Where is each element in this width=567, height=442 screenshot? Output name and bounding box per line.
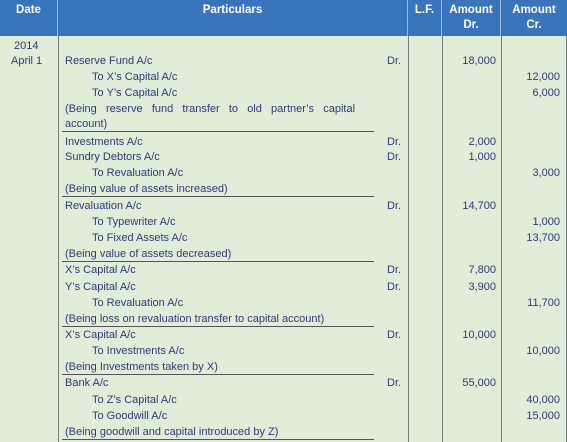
entry5-narration: (Being Investments taken by X) bbox=[65, 361, 218, 373]
entry2-debit-account-1: Investments A/c bbox=[65, 136, 143, 148]
entry1-debit-account: Reserve Fund A/c bbox=[65, 55, 153, 67]
entry3-debit-account: Revaluation A/c bbox=[65, 200, 142, 212]
entry4-dr-marker-1: Dr. bbox=[387, 264, 402, 276]
entry4-debit-account-2: Y’s Capital A/c bbox=[65, 281, 136, 293]
entry1-narration-line2: account) bbox=[65, 118, 108, 130]
column-divider bbox=[58, 36, 59, 442]
header-particulars bbox=[58, 0, 408, 36]
entry4-dr-marker-2: Dr. bbox=[387, 281, 402, 293]
entry2-debit-account-2: Sundry Debtors A/c bbox=[65, 151, 160, 163]
entry2-dr-marker-1: Dr. bbox=[387, 136, 402, 148]
entry2-dr-marker-2: Dr. bbox=[387, 151, 402, 163]
entry-separator bbox=[62, 196, 374, 197]
entry1-credit-account-1: To X’s Capital A/c bbox=[92, 71, 178, 83]
entry1-debit-amount: 18,000 bbox=[462, 55, 496, 67]
entry5-debit-amount: 10,000 bbox=[462, 329, 496, 341]
entry6-credit-amount-2: 15,000 bbox=[526, 410, 560, 422]
entry4-narration: (Being loss on revaluation transfer to capital account) bbox=[65, 313, 325, 325]
entry5-credit-amount: 10,000 bbox=[526, 345, 560, 357]
entry1-credit-account-2: To Y’s Capital A/c bbox=[92, 87, 178, 99]
entry3-credit-account-1: To Typewriter A/c bbox=[92, 216, 176, 228]
entry4-debit-amount-1: 7,800 bbox=[468, 264, 496, 276]
table-header bbox=[0, 0, 567, 36]
entry2-debit-amount-2: 1,000 bbox=[468, 151, 496, 163]
entry6-debit-amount: 55,000 bbox=[462, 377, 496, 389]
entry-separator bbox=[62, 439, 374, 440]
entry4-debit-amount-2: 3,900 bbox=[468, 281, 496, 293]
header-amount-dr bbox=[442, 0, 501, 36]
entry6-narration: (Being goodwill and capital introduced by Z) bbox=[65, 426, 279, 438]
entry3-debit-amount: 14,700 bbox=[462, 200, 496, 212]
header-amount-cr bbox=[501, 0, 567, 36]
entry3-narration: (Being value of assets decreased) bbox=[65, 248, 232, 260]
entry1-credit-amount-1: 12,000 bbox=[526, 71, 560, 83]
entry3-credit-account-2: To Fixed Assets A/c bbox=[92, 232, 188, 244]
entry4-credit-account: To Revaluation A/c bbox=[92, 297, 184, 309]
entry1-narration-line1: (Being reserve fund transfer to old partner’s capital bbox=[65, 103, 356, 115]
entry6-dr-marker: Dr. bbox=[387, 377, 402, 389]
header-amount-dr-line1: Amount bbox=[449, 4, 493, 16]
header-lf bbox=[408, 0, 442, 36]
entry2-credit-amount: 3,000 bbox=[532, 167, 560, 179]
entry2-credit-account: To Revaluation A/c bbox=[92, 167, 184, 179]
entry6-debit-account: Bank A/c bbox=[65, 377, 109, 389]
entry3-credit-amount-2: 13,700 bbox=[526, 232, 560, 244]
header-amount-cr-line1: Amount bbox=[512, 4, 556, 16]
entry4-debit-account-1: X’s Capital A/c bbox=[65, 264, 136, 276]
column-divider bbox=[408, 36, 409, 442]
date-day: April 1 bbox=[11, 55, 43, 67]
entry3-dr-marker: Dr. bbox=[387, 200, 402, 212]
header-particulars-label: Particulars bbox=[202, 4, 263, 16]
entry2-narration: (Being value of assets increased) bbox=[65, 183, 228, 195]
entry5-credit-account: To Investments A/c bbox=[92, 345, 185, 357]
entry2-debit-amount-1: 2,000 bbox=[468, 136, 496, 148]
date-year: 2014 bbox=[14, 40, 39, 52]
entry5-dr-marker: Dr. bbox=[387, 329, 402, 341]
header-date-label: Date bbox=[16, 4, 41, 16]
entry-separator bbox=[62, 261, 374, 262]
header-amount-dr-line2: Dr. bbox=[463, 19, 479, 31]
entry5-debit-account: X’s Capital A/c bbox=[65, 329, 136, 341]
entry6-credit-account-2: To Goodwill A/c bbox=[92, 410, 168, 422]
entry-separator bbox=[62, 326, 374, 327]
header-lf-label: L.F. bbox=[414, 4, 435, 16]
header-date bbox=[0, 0, 58, 36]
entry6-credit-account-1: To Z’s Capital A/c bbox=[92, 394, 177, 406]
entry6-credit-amount-1: 40,000 bbox=[526, 394, 560, 406]
entry1-dr-marker: Dr. bbox=[387, 55, 402, 67]
entry3-credit-amount-1: 1,000 bbox=[532, 216, 560, 228]
entry-separator bbox=[62, 374, 374, 375]
entry4-credit-amount: 11,700 bbox=[527, 297, 560, 309]
entry1-credit-amount-2: 6,000 bbox=[532, 87, 560, 99]
header-amount-cr-line2: Cr. bbox=[526, 19, 542, 31]
entry-separator bbox=[62, 131, 374, 132]
